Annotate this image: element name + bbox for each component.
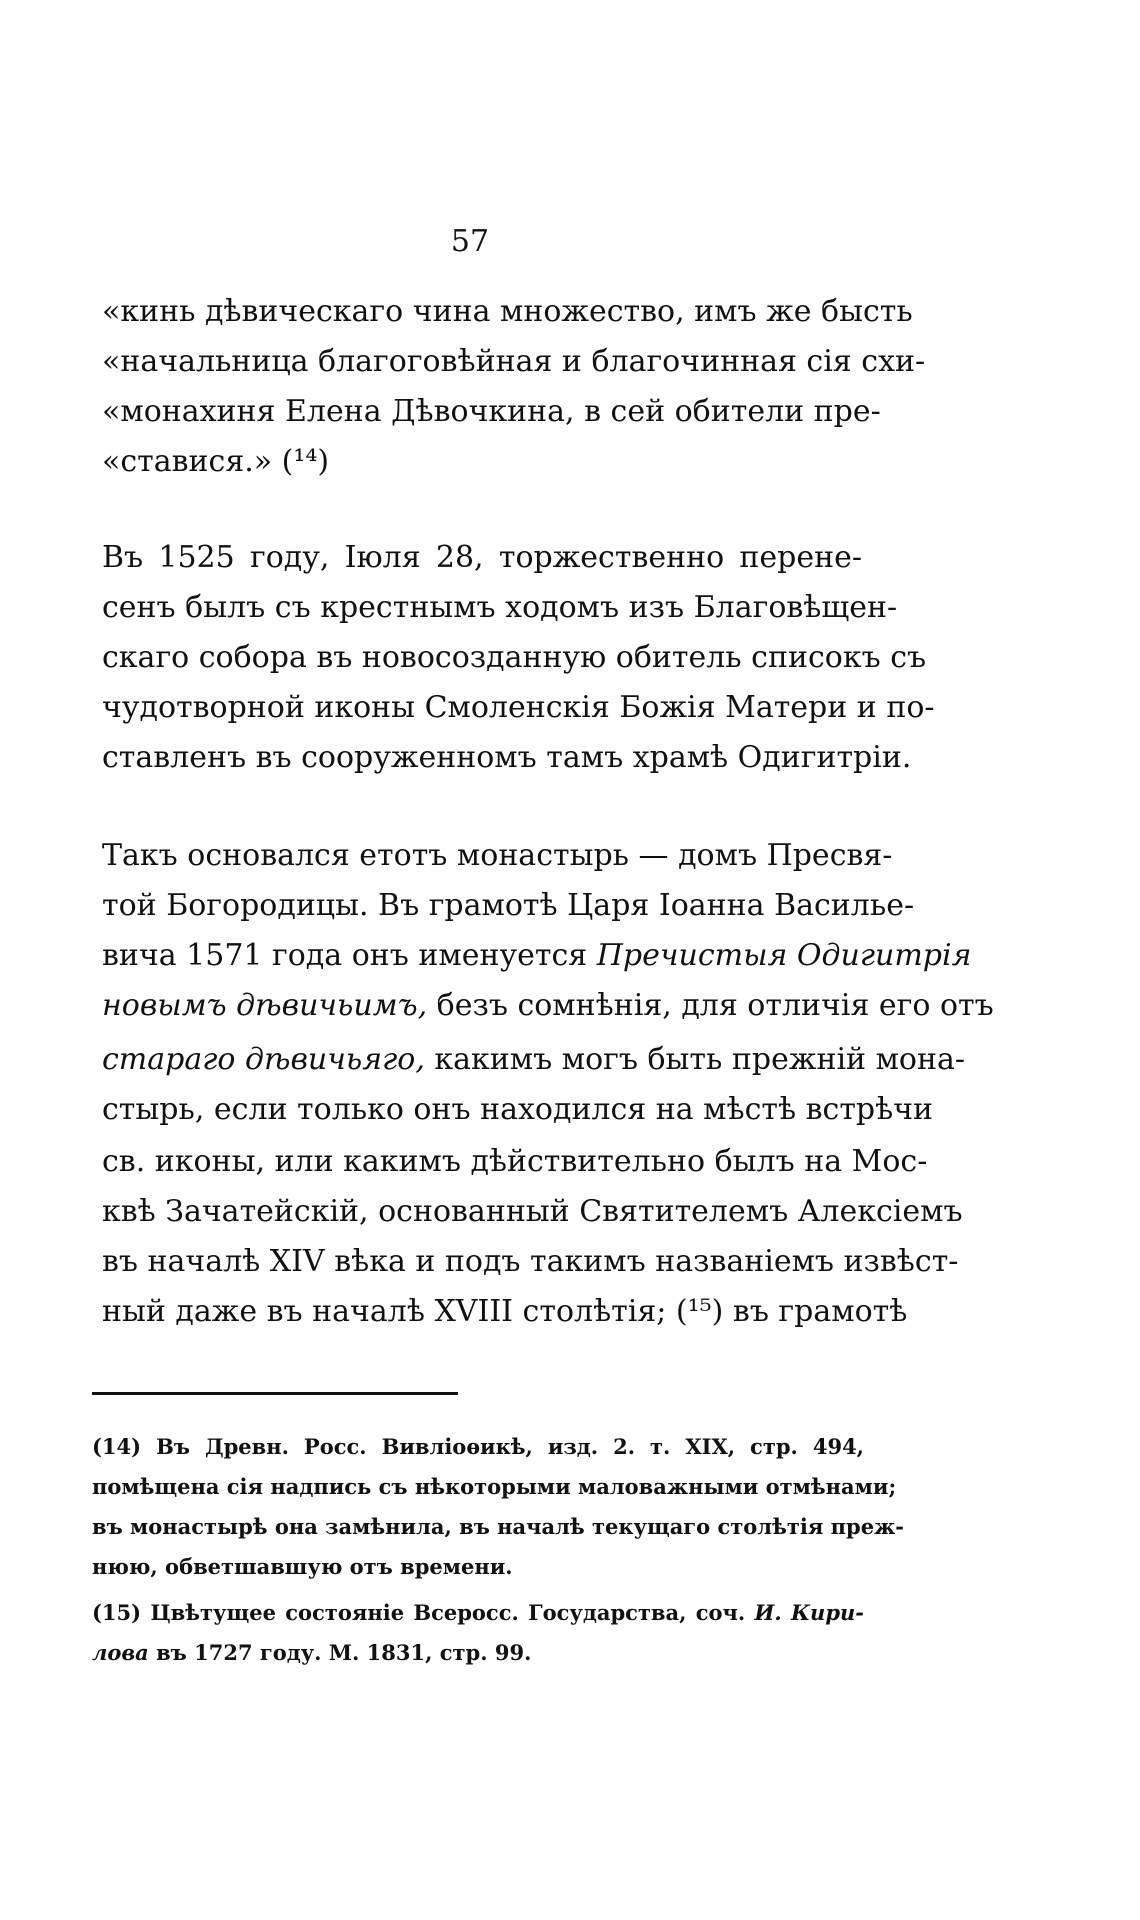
text-line: св. иконы, или какимъ дѣйствительно былъ на Мос- bbox=[102, 1144, 928, 1179]
text-run: какимъ могъ быть прежній мона- bbox=[424, 1042, 965, 1077]
text-line: стырь, если только онъ находился на мѣстѣ встрѣчи bbox=[102, 1092, 934, 1127]
text-run: въ 1727 году. М. 1831, стр. 99. bbox=[148, 1640, 532, 1665]
footnote-line: (14) Въ Древн. Росс. Вивліоѳикѣ, изд. 2. т. XIX, стр. 494, bbox=[92, 1434, 864, 1459]
footnote-divider bbox=[92, 1392, 458, 1395]
footnote-line: въ монастырѣ она замѣнила, въ началѣ текущаго столѣтія преж- bbox=[92, 1514, 905, 1539]
text-line: скаго собора въ новосозданную обитель списокъ съ bbox=[102, 640, 927, 675]
text-run: безъ сомнѣнія, для отличія его отъ bbox=[427, 988, 994, 1023]
text-line: квѣ Зачатейскій, основанный Святителемъ Алексіемъ bbox=[102, 1194, 963, 1229]
italic-title: стараго дѣвичьяго, bbox=[102, 1042, 425, 1077]
text-line bbox=[102, 986, 994, 1026]
italic-title: новымъ дѣвичьимъ, bbox=[102, 988, 428, 1023]
italic-author: лова bbox=[92, 1640, 149, 1665]
footnote-line: нюю, обветшавшую отъ времени. bbox=[92, 1554, 513, 1579]
text-line: сенъ былъ съ крестнымъ ходомъ изъ Благовѣщен- bbox=[102, 590, 898, 625]
italic-author: И. Кири- bbox=[754, 1600, 864, 1625]
text-line: «начальница благоговѣйная и благочинная сія схи- bbox=[102, 344, 926, 379]
text-line: той Богородицы. Въ грамотѣ Царя Іоанна Василье- bbox=[102, 888, 915, 923]
footnote-line: помѣщена сія надпись съ нѣкоторыми маловажными отмѣнами; bbox=[92, 1474, 897, 1499]
text-line: чудотворной иконы Смоленскія Божія Матери и по- bbox=[102, 690, 935, 725]
text-line: Такъ основался етотъ монастырь — домъ Пресвя- bbox=[102, 838, 893, 873]
page-number: 57 bbox=[450, 224, 490, 259]
text-run: (15) Цвѣтущее состояніе Всеросс. Государства, соч. bbox=[92, 1600, 755, 1625]
text-line: ный даже въ началѣ XVIII столѣтія; (¹⁵) въ грамотѣ bbox=[102, 1294, 908, 1329]
text-line: Въ 1525 году, Іюля 28, торжественно перене- bbox=[102, 540, 862, 575]
text-line: «кинь дѣвическаго чина множество, имъ же бысть bbox=[102, 294, 913, 329]
text-run: вича 1571 года онъ именуется bbox=[102, 938, 597, 973]
italic-title: Пречистыя Одигитрія bbox=[596, 938, 972, 973]
text-line: «монахиня Елена Дѣвочкина, в сей обители пре- bbox=[102, 394, 881, 429]
text-line bbox=[102, 1040, 965, 1080]
footnote-line bbox=[92, 1598, 864, 1628]
footnote-line bbox=[92, 1638, 531, 1668]
text-line: ставленъ въ сооруженномъ тамъ храмѣ Одигитріи. bbox=[102, 740, 912, 775]
text-line bbox=[102, 936, 972, 976]
text-line: «ставися.» (¹⁴) bbox=[102, 444, 330, 479]
text-line: въ началѣ XIV вѣка и подъ такимъ названіемъ извѣст- bbox=[102, 1244, 959, 1279]
